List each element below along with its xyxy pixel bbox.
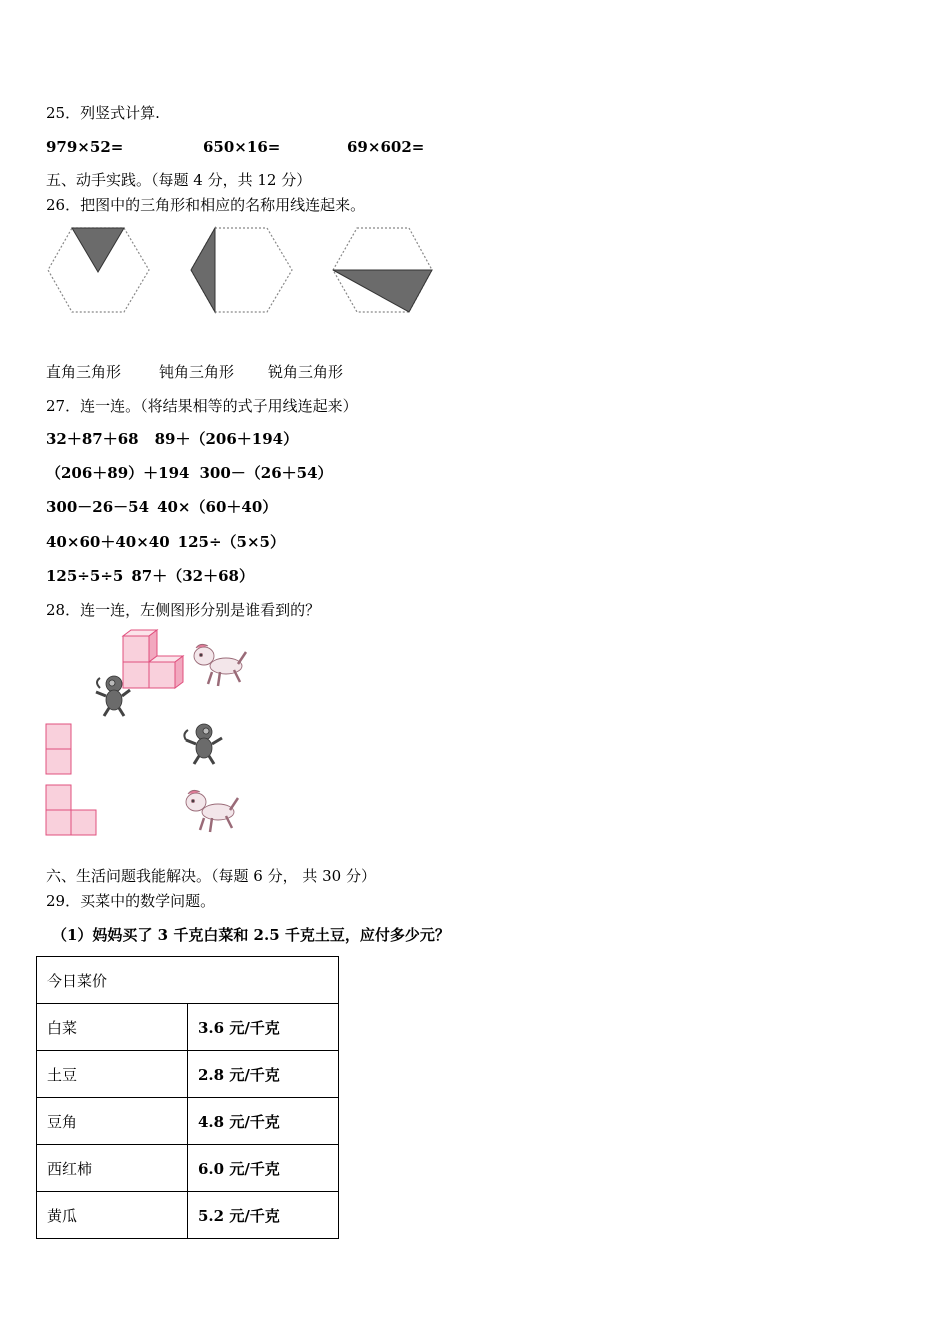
q26-name-acute: 锐角三角形 bbox=[268, 363, 344, 381]
q27-row-3-left: 300－26－54 bbox=[46, 498, 150, 516]
q25-title: 25．列竖式计算. bbox=[46, 104, 160, 122]
q26-name-right: 直角三角形 bbox=[46, 363, 122, 381]
q27-row-3-right: 40×（60＋40） bbox=[157, 498, 278, 516]
q26-title: 26．把图中的三角形和相应的名称用线连起来。 bbox=[46, 196, 366, 214]
q27-row-4-left: 40×60＋40×40 bbox=[46, 533, 170, 551]
table-header: 今日菜价 bbox=[37, 957, 339, 1004]
q29-title: 29．买菜中的数学问题。 bbox=[46, 892, 216, 910]
view-l-shape bbox=[46, 785, 96, 835]
veg-price: 6.0 元/千克 bbox=[188, 1145, 339, 1192]
q25-expressions bbox=[46, 137, 425, 157]
veg-name: 豆角 bbox=[37, 1098, 188, 1145]
q28-figure bbox=[44, 628, 304, 843]
q27-row-2-left: （206＋89）＋194 bbox=[46, 464, 190, 482]
q27-row-3 bbox=[46, 497, 277, 517]
dog-icon-2 bbox=[186, 790, 238, 832]
section5-title: 五、动手实践。（每题 4 分，共 12 分） bbox=[46, 171, 312, 189]
veg-price: 4.8 元/千克 bbox=[188, 1098, 339, 1145]
veg-price: 2.8 元/千克 bbox=[188, 1051, 339, 1098]
q27-row-1 bbox=[46, 429, 298, 449]
price-table bbox=[36, 956, 339, 1239]
q29-sub1-text: （1）妈妈买了 3 千克白菜和 2.5 千克土豆，应付多少元？ bbox=[52, 926, 450, 944]
view-two-stack bbox=[46, 724, 71, 774]
dog-icon bbox=[194, 644, 246, 686]
q27-row-5-left: 125÷5÷5 bbox=[46, 567, 124, 585]
q26-hexagon-figures bbox=[45, 224, 445, 324]
q27-row-4 bbox=[46, 532, 285, 552]
table-row bbox=[37, 1051, 339, 1098]
section6-title: 六、生活问题我能解决。（每题 6 分， 共 30 分） bbox=[46, 867, 376, 885]
veg-name: 黄瓜 bbox=[37, 1192, 188, 1239]
triangle-2-shaded bbox=[191, 228, 215, 312]
table-row bbox=[37, 1145, 339, 1192]
hexagon-3 bbox=[333, 228, 432, 312]
q27-title: 27．连一连。（将结果相等的式子用线连起来） bbox=[46, 397, 358, 415]
veg-name: 白菜 bbox=[37, 1004, 188, 1051]
q27-row-4-right: 125÷（5×5） bbox=[177, 533, 285, 551]
cube-structure bbox=[123, 630, 183, 688]
q25-expr-2: 650×16= bbox=[203, 138, 281, 156]
hexagon-1 bbox=[48, 228, 149, 312]
veg-price: 3.6 元/千克 bbox=[188, 1004, 339, 1051]
veg-name: 土豆 bbox=[37, 1051, 188, 1098]
table-row bbox=[37, 1192, 339, 1239]
q29-sub1 bbox=[52, 925, 450, 945]
hexagon-2 bbox=[191, 228, 292, 312]
q27-row-2-right: 300－（26＋54） bbox=[199, 464, 333, 482]
q27-row-5 bbox=[46, 566, 254, 586]
table-header-row bbox=[37, 957, 339, 1004]
q27-row-2 bbox=[46, 463, 333, 483]
q27-row-1-left: 32＋87＋68 bbox=[46, 430, 139, 448]
table-row bbox=[37, 1004, 339, 1051]
q28-title: 28．连一连，左侧图形分别是谁看到的？ bbox=[46, 601, 321, 619]
table-row bbox=[37, 1098, 339, 1145]
q27-row-5-right: 87＋（32＋68） bbox=[131, 567, 254, 585]
q26-names bbox=[46, 362, 344, 382]
q25-expr-1: 979×52= bbox=[46, 138, 124, 156]
q27-row-1-right: 89＋（206＋194） bbox=[154, 430, 299, 448]
veg-price: 5.2 元/千克 bbox=[188, 1192, 339, 1239]
q26-name-obtuse: 钝角三角形 bbox=[159, 363, 235, 381]
veg-name: 西红柿 bbox=[37, 1145, 188, 1192]
monkey-icon-2 bbox=[184, 724, 222, 764]
q25-expr-3: 69×602= bbox=[347, 138, 425, 156]
